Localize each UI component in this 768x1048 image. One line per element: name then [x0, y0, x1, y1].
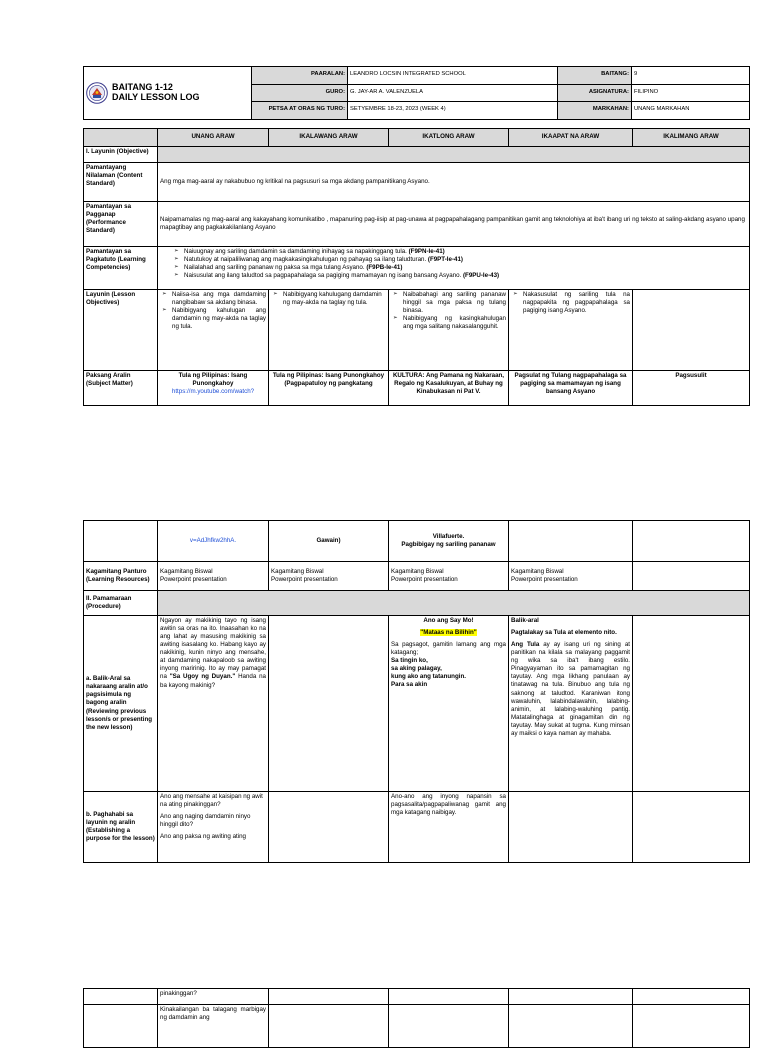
section-objective-band: [158, 147, 750, 163]
subject-matter-day4-cont: [509, 521, 633, 562]
term: Ang Tula: [511, 641, 540, 649]
objective-item: ➢ Nabibigyang kahulugan ang damdamin ng may-akda na taglay ng tula.: [172, 307, 266, 331]
review-subtitle: Pagtalakay sa Tula at elemento nito.: [511, 629, 617, 637]
section-procedure-title: II. Pamamaraan (Procedure): [84, 591, 158, 616]
subject-matter-day5: Pagsusulit: [633, 371, 750, 406]
objectives-day1-list: [160, 291, 266, 331]
resource-line: Powerpoint presentation: [271, 576, 338, 583]
purpose-day3: Ano-ano ang inyong napansin sa pagsasalita/pagpapaliwanag gamit ang mga katagang naibigay.: [389, 792, 509, 863]
purpose-day1: [158, 792, 269, 863]
content-standard-text: Ang mga mag-aaral ay nakabubuo ng kritikal na pagsusuri sa mga akdang pampanitikang Asyano.: [158, 163, 750, 202]
corner-cell: [84, 129, 158, 147]
competencies-cell: [158, 247, 750, 290]
section-objective-title: I. Layunin (Objective): [84, 147, 158, 163]
definition-text: ay ay isang uri ng sining at panitikan na kilala sa malayang paggamit ng wika sa iba't ibang estilo. Pinagyayaman ito sa pamamagitan ng tayutay. Ang mga likhang panulaan ay tinatawag na tula. Binubuo ang tula ng saknong at taludtod. Karaniwan itong wawaluhin, lalabindalawahin, lalabing-animin, at lalabing-waluhing pantig. Matatalinghaga at ginagamitan din ng tayutay. May sukat at tugma. Kung minsan ay maiksi o kaya naman ay mahaba.: [511, 641, 630, 737]
page3-label-cell: [84, 1005, 158, 1048]
objective-item: ➢ Nabibigyang kahulugang damdamin ng may-akda na taglay ng tula.: [283, 291, 386, 307]
subject-matter-day2: Tula ng Pilipinas: Isang Punongkahoy (Pagpapatuloy ng pangkatang: [269, 371, 389, 406]
resource-line: Powerpoint presentation: [391, 576, 458, 583]
page3-cell: [389, 989, 509, 1005]
objective-item: ➢ Naiisa-isa ang mga damdaming nangibabaw sa akdang binasa.: [172, 291, 266, 307]
objectives-day2-list: [271, 291, 386, 307]
content-standard-label: Pamantayang Nilalaman (Content Standard): [84, 163, 158, 202]
day-header-1: UNANG ARAW: [158, 129, 269, 147]
objective-item: ➢ Nakasusulat ng sariling tula na nagpapakita ng pagpapahalaga sa pagiging isang Asyano.: [523, 291, 630, 315]
phrase-item: Sa tingin ko,: [391, 657, 428, 665]
quarter-value: UNANG MARKAHAN: [632, 102, 750, 120]
subject-matter-label: Paksang Aralin (Subject Matter): [84, 371, 158, 406]
lesson-plan-table-page2: [83, 520, 750, 863]
subject-matter-day3-cont: [389, 521, 509, 562]
competency-code: (F9PN-Ie-41): [408, 248, 445, 255]
review-day3-text: Sa pagsagot, gamitin lamang ang mga katagang;: [391, 641, 506, 657]
poem-definition: [511, 641, 630, 738]
activity-title: Ano ang Say Mo!: [423, 617, 474, 624]
author-name-cont: Villafuerte.: [432, 532, 465, 540]
day-header-2: IKALAWANG ARAW: [269, 129, 389, 147]
section-procedure-band: [158, 591, 750, 616]
review-day2: [269, 616, 389, 792]
competency-text: Natutukoy at naipaliliwanag ang magkakasingkahulugan ng pahayag sa ilang taludturan.: [184, 256, 428, 264]
competency-code: (F9PT-Ie-41): [427, 256, 463, 264]
objectives-day3: [389, 290, 509, 371]
competencies-label: Pamantayan sa Pagkatuto (Learning Competencies): [84, 247, 158, 290]
date-label: PETSA AT ORAS NG TURO:: [252, 102, 348, 120]
purpose-day2: [269, 792, 389, 863]
school-label: PAARALAN:: [252, 67, 348, 85]
subject-matter-day1: [158, 371, 269, 406]
performance-standard-label: Pamantayan sa Pagganap (Performance Standard): [84, 202, 158, 247]
day-header-5: IKALIMANG ARAW: [633, 129, 750, 147]
purpose-day4: [509, 792, 633, 863]
competency-text: Nailalahad ang sariling pananaw ng paksa sa mga tulang Asyano.: [184, 264, 367, 272]
logo-cell: [84, 67, 252, 120]
page3-cell: [269, 1005, 389, 1048]
resources-day5: [633, 562, 750, 591]
review-day4: [509, 616, 633, 792]
question-item: Ano ang naging damdamin ninyo hinggil dito?: [160, 813, 251, 829]
topic-highlight: "Mataas na Bilihin": [420, 629, 477, 637]
review-day1: [158, 616, 269, 792]
grade-value: 9: [632, 67, 750, 85]
lesson-plan-table-page3: [83, 988, 750, 1048]
page3-cell: [633, 989, 750, 1005]
purpose-label: b. Paghahabi sa layunin ng aralin (Establishing a purpose for the lesson): [84, 792, 158, 863]
resource-line: Kagamitang Biswal: [511, 567, 564, 575]
video-link[interactable]: https://m.youtube.com/watch?: [171, 388, 255, 396]
objectives-day4-list: [511, 291, 630, 315]
objectives-day1: [158, 290, 269, 371]
page3-cell: [269, 989, 389, 1005]
resource-line: Kagamitang Biswal: [271, 567, 324, 575]
day-header-4: IKAAPAT NA ARAW: [509, 129, 633, 147]
phrase-item: Para sa akin: [391, 681, 428, 689]
day-header-3: IKATLONG ARAW: [389, 129, 509, 147]
resource-line: Powerpoint presentation: [160, 576, 227, 583]
header-table: [83, 66, 750, 120]
subject-value: FILIPINO: [632, 84, 750, 102]
subject-label: ASIGNATURA:: [558, 84, 632, 102]
objectives-day5: [633, 290, 750, 371]
resource-line: Kagamitang Biswal: [160, 567, 213, 575]
competency-text: Naisusulat ang ilang taludtod sa pagpapahalaga sa pagiging mamamayan ng isang bansang Asyano.: [184, 272, 463, 280]
phrase-item: kung ako ang tatanungin.: [391, 673, 466, 681]
video-link-continued[interactable]: v=AdJhfkw2hhA.: [158, 521, 269, 562]
competency-text: Naiuugnay ang sariling damdamin sa damdaming inihayag sa napakinggang tula.: [184, 248, 409, 255]
resource-line: Powerpoint presentation: [511, 576, 578, 583]
competency-code: (F9PB-Ie-41): [366, 264, 403, 272]
date-value: SETYEMBRE 18-23, 2023 (WEEK 4): [348, 102, 558, 120]
resources-day1: [158, 562, 269, 591]
phrase-item: sa aking palagay,: [391, 665, 442, 673]
subject-matter-day2-cont: Gawain): [269, 521, 389, 562]
objectives-day4: [509, 290, 633, 371]
quarter-label: MARKAHAN:: [558, 102, 632, 120]
review-title: Balik-aral: [511, 617, 539, 624]
page3-cell: [509, 989, 633, 1005]
subject-matter-day5-cont: [633, 521, 750, 562]
competency-item: [184, 256, 747, 264]
question-item: Ano ang paksa ng awiting ating: [160, 833, 246, 841]
subject-matter-day4: Pagsulat ng Tulang nagpapahalaga sa pagiging sa mamamayan ng isang bansang Asyano: [509, 371, 633, 406]
resources-day2: [269, 562, 389, 591]
objectives-day2: [269, 290, 389, 371]
song-title: "Sa Ugoy ng Duyan.": [169, 673, 236, 681]
grade-label: BAITANG:: [558, 67, 632, 85]
competencies-list: [160, 248, 747, 280]
school-value: LEANDRO LOCSIN INTEGRATED SCHOOL: [348, 67, 558, 85]
purpose-day5: [633, 792, 750, 863]
performance-standard-text: Naipamamalas ng mag-aaral ang kakayahang komunikatibo , mapanuring pag-iisip at pag-unawa at pagpapahalagang pampanitikan gamit ang teknolohiya at iba't ibang uri ng teksto at saling-akdang asyano upang mapagtibay ang pagkakakilanlang Asyano: [158, 202, 750, 247]
page3-cell: [389, 1005, 509, 1048]
question-item: Ano ang mensahe at kaisipan ng awit na ating pinakinggan?: [160, 793, 263, 809]
grade-level-title: BAITANG 1-12: [112, 81, 173, 92]
teacher-label: GURO:: [252, 84, 348, 102]
objective-item: ➢ Nabibigyang ng kasingkahulugan ang mga salitang nakasalangguhit.: [403, 315, 506, 331]
page3-label-cell: [84, 989, 158, 1005]
deped-seal-icon: [86, 82, 108, 104]
daily-lesson-log-title: DAILY LESSON LOG: [112, 91, 200, 102]
subject-matter-day3-sub: Pagbibigay ng sariling pananaw: [401, 541, 496, 548]
objective-item: ➢ Naibabahagi ang sariling pananaw hinggil sa mga paksa ng tulang binasa.: [403, 291, 506, 315]
subject-matter-day1-title: Tula ng Pilipinas: Isang Punongkahoy: [178, 372, 248, 388]
competency-code: (F9PU-Ie-43): [462, 272, 500, 280]
resources-day4: [509, 562, 633, 591]
continued-label-cell: [84, 521, 158, 562]
subject-matter-day3: KULTURA: Ang Pamana ng Nakaraan, Regalo ng Kasalukuyan, at Buhay ng Kinabukasan ni Pat V.: [389, 371, 509, 406]
review-day1-text: Ngayon ay makikinig tayo ng isang awitin sa oras na ito. Inaasahan ko na ang lahat ay masusing makikinig sa awiting isasalang ko. Habang kayo ay nakikinig, kunin ninyo ang mensahe, at damdaming nakapaloob sa awiting inyong maririnig. Ito ay may pamagat na: [160, 617, 266, 681]
competency-item: [184, 272, 747, 280]
objectives-day3-list: [391, 291, 506, 331]
page3-cell: [509, 1005, 633, 1048]
objectives-label: Layunin (Lesson Objectives): [84, 290, 158, 371]
teacher-value: G. JAY-AR A. VALENZUELA: [348, 84, 558, 102]
lesson-plan-table-page1: [83, 128, 750, 406]
resource-line: Kagamitang Biswal: [391, 567, 444, 575]
next-step-day1: Kinakailangan ba talagang marbigay ng damdamin ang: [158, 1005, 269, 1048]
resources-day3: [389, 562, 509, 591]
review-label: a. Balik-Aral sa nakaraang aralin at/o pagsisimula ng bagong aralin (Reviewing previous lesson/s or presenting the new lesson): [84, 616, 158, 792]
resources-label: Kagamitang Panturo (Learning Resources): [84, 562, 158, 591]
review-day3: [389, 616, 509, 792]
competency-item: [184, 264, 747, 272]
purpose-day1-cont: pinakinggan?: [158, 989, 269, 1005]
page3-cell: [633, 1005, 750, 1048]
review-day5: [633, 616, 750, 792]
competency-item: [184, 248, 747, 256]
review-day1-end: Handa na ba kayong makinig?: [160, 673, 266, 689]
